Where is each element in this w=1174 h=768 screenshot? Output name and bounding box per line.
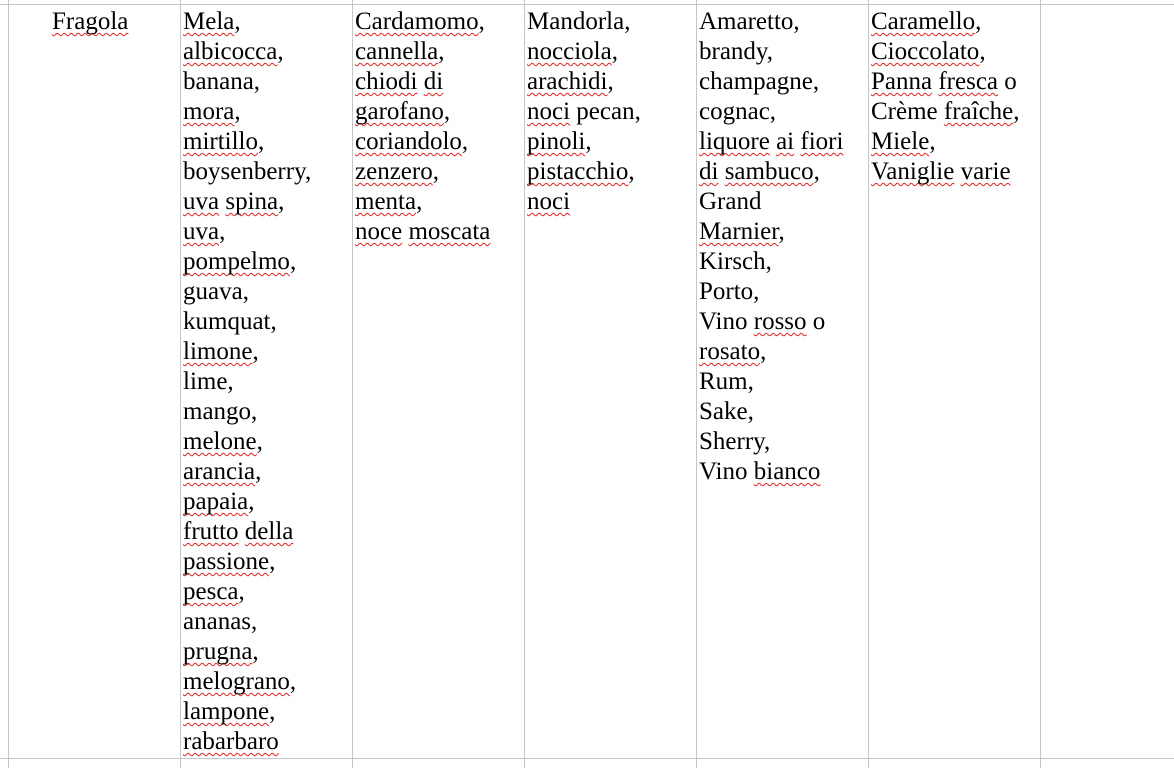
- cell-line: [871, 127, 1038, 157]
- misspelled-word: fiori: [800, 128, 844, 155]
- text-segment: ,: [416, 188, 423, 215]
- text-segment: Kirsch,: [699, 248, 772, 275]
- misspelled-word: zenzero: [355, 158, 433, 185]
- text-segment: cognac,: [699, 98, 777, 125]
- cell-line: [183, 67, 350, 97]
- text-segment: ,: [269, 548, 276, 575]
- text-segment: Vino: [699, 308, 754, 335]
- cell-line: [527, 67, 694, 97]
- text-segment: o: [998, 68, 1017, 95]
- cell-frutta-secca[interactable]: [524, 7, 696, 757]
- text-segment: ,: [585, 128, 592, 155]
- misspelled-word: liquore: [699, 128, 770, 155]
- misspelled-word: noci: [527, 188, 571, 215]
- misspelled-word: Cardamomo: [355, 8, 479, 35]
- text-segment: ,: [248, 488, 255, 515]
- cell-line: [183, 277, 350, 307]
- misspelled-word: rosso: [753, 308, 807, 335]
- misspelled-word: melone: [183, 428, 257, 455]
- text-segment: banana,: [183, 68, 261, 95]
- cell-line: [183, 427, 350, 457]
- text-segment: lime,: [183, 368, 234, 395]
- misspelled-word: pinoli: [527, 128, 586, 155]
- cell-line: [699, 187, 866, 217]
- cell-line: [699, 127, 866, 157]
- misspelled-word: noci: [527, 98, 571, 125]
- misspelled-word: Panna: [871, 68, 933, 95]
- misspelled-word: coriandolo: [355, 128, 462, 155]
- misspelled-word: moscata: [408, 218, 491, 245]
- misspelled-word: noce: [355, 218, 403, 245]
- misspelled-word: Marnier: [699, 218, 779, 245]
- grid-line: [0, 758, 1174, 759]
- cell-line: [527, 7, 694, 37]
- text-segment: Porto,: [699, 278, 760, 305]
- cell-line: [183, 337, 350, 367]
- cell-line: [871, 37, 1038, 67]
- text-segment: Crème: [871, 98, 938, 125]
- cell-line: [183, 487, 350, 517]
- text-segment: ,: [255, 458, 262, 485]
- misspelled-word: rosato: [699, 338, 761, 365]
- cell-line: [699, 307, 866, 337]
- cell-line: [699, 397, 866, 427]
- cell-line: [699, 337, 866, 367]
- cell-line: [699, 97, 866, 127]
- misspelled-word: Cioccolato: [871, 38, 980, 65]
- misspelled-word: pesca: [183, 578, 239, 605]
- text-segment: ,: [478, 8, 485, 35]
- text-segment: ,: [813, 158, 820, 185]
- misspelled-word: fraîche: [943, 98, 1014, 125]
- cell-line: [183, 127, 350, 157]
- cell-line: [183, 307, 350, 337]
- misspelled-word: cannella: [355, 38, 439, 65]
- cell-line: [699, 67, 866, 97]
- text-segment: ,: [607, 68, 614, 95]
- cell-line: [183, 187, 350, 217]
- cell-line: [355, 67, 522, 97]
- cell-line: [183, 217, 350, 247]
- cell-line: [527, 97, 694, 127]
- misspelled-word: Mela: [183, 8, 235, 35]
- misspelled-word: arachidi: [527, 68, 608, 95]
- text-segment: ,: [1013, 98, 1020, 125]
- text-segment: ,: [461, 128, 469, 155]
- cell-line: [699, 217, 866, 247]
- cell-line: [871, 7, 1038, 37]
- cell-line: [183, 367, 350, 397]
- text-segment: guava,: [183, 278, 249, 305]
- misspelled-word: Fragola: [52, 8, 129, 35]
- text-segment: ,: [611, 38, 618, 65]
- cell-spezie[interactable]: [352, 7, 524, 757]
- text-segment: ,: [258, 128, 265, 155]
- misspelled-word: Miele: [871, 128, 930, 155]
- cell-empty[interactable]: [1040, 7, 1174, 757]
- text-segment: ,: [760, 338, 767, 365]
- text-segment: brandy,: [699, 38, 774, 65]
- cell-line: [183, 547, 350, 577]
- text-segment: ,: [234, 8, 241, 35]
- cell-line: [699, 247, 866, 277]
- misspelled-word: passione: [183, 548, 270, 575]
- cell-line: [699, 37, 866, 67]
- text-segment: ,: [252, 338, 259, 365]
- text-segment: champagne,: [699, 68, 820, 95]
- text-segment: ,: [289, 668, 297, 695]
- cell-line: [355, 97, 522, 127]
- text-segment: ,: [438, 38, 445, 65]
- misspelled-word: arancia: [183, 458, 256, 485]
- cell-liquori[interactable]: [696, 7, 868, 757]
- text-segment: ,: [234, 98, 241, 125]
- misspelled-word: spina: [225, 188, 279, 215]
- cell-line: [699, 457, 866, 487]
- text-segment: ,: [929, 128, 936, 155]
- cell-line: [355, 217, 522, 247]
- cell-line: [183, 727, 350, 757]
- misspelled-word: mirtillo: [183, 128, 258, 155]
- text-segment: ,: [269, 698, 276, 725]
- misspelled-word: Caramello: [871, 8, 976, 35]
- cell-line: [355, 187, 522, 217]
- cell-line: [699, 277, 866, 307]
- misspelled-word: limone: [183, 338, 253, 365]
- cell-text: [868, 7, 1040, 187]
- grid-line: [0, 4, 1174, 5]
- cell-line: [871, 157, 1038, 187]
- misspelled-word: albicocca: [183, 38, 278, 65]
- cell-line: [527, 37, 694, 67]
- cell-line: [699, 7, 866, 37]
- text-segment: boysenberry,: [183, 158, 312, 185]
- cell-line: [355, 157, 522, 187]
- cell-line: [527, 127, 694, 157]
- misspelled-word: lampone: [183, 698, 270, 725]
- misspelled-word: pompelmo: [183, 248, 290, 275]
- cell-line: [699, 367, 866, 397]
- misspelled-word: melograno: [183, 668, 290, 695]
- cell-line: [183, 397, 350, 427]
- misspelled-word: mora: [183, 98, 235, 125]
- misspelled-word: nocciola: [527, 38, 612, 65]
- misspelled-word: della: [244, 518, 294, 545]
- text-segment: ,: [975, 8, 982, 35]
- cell-line: [871, 97, 1038, 127]
- cell-text: [8, 7, 180, 37]
- text-segment: Vino: [699, 458, 754, 485]
- text-segment: Grand: [699, 188, 762, 215]
- misspelled-word: di: [699, 158, 719, 185]
- cell-line: [183, 457, 350, 487]
- cell-line: [183, 157, 350, 187]
- misspelled-word: chiodi: [355, 68, 418, 95]
- text-segment: Mandorla,: [527, 8, 631, 35]
- cell-line: [52, 7, 178, 37]
- text-segment: ,: [443, 98, 451, 125]
- misspelled-word: uva: [183, 188, 220, 215]
- text-segment: o: [806, 308, 826, 335]
- misspelled-word: papaia: [183, 488, 249, 515]
- text-segment: ,: [238, 578, 245, 605]
- misspelled-word: ai: [776, 128, 795, 155]
- cell-line: [527, 187, 694, 217]
- cell-line: [699, 157, 866, 187]
- misspelled-word: sambuco: [724, 158, 814, 185]
- cell-line: [183, 517, 350, 547]
- cell-text: [524, 7, 696, 217]
- cell-line: [355, 7, 522, 37]
- cell-line: [871, 67, 1038, 97]
- text-segment: ,: [778, 218, 785, 245]
- cell-line: [183, 667, 350, 697]
- text-segment: Sake,: [699, 398, 754, 425]
- cell-line: [355, 127, 522, 157]
- cell-line: [183, 577, 350, 607]
- text-segment: ,: [979, 38, 986, 65]
- misspelled-word: menta: [355, 188, 417, 215]
- text-segment: ,: [256, 428, 263, 455]
- text-segment: ,: [277, 38, 284, 65]
- cell-line: [183, 37, 350, 67]
- text-segment: mango,: [183, 398, 258, 425]
- text-segment: Amaretto,: [699, 8, 800, 35]
- misspelled-word: prugna: [183, 638, 253, 665]
- cell-line: [183, 247, 350, 277]
- text-segment: ,: [432, 158, 439, 185]
- misspelled-word: fresca: [938, 68, 999, 95]
- text-segment: ,: [628, 158, 635, 185]
- misspelled-word: frutto: [183, 518, 239, 545]
- text-segment: ,: [278, 188, 285, 215]
- cell-altri[interactable]: [868, 7, 1040, 757]
- cell-line: [183, 7, 350, 37]
- cell-frutta[interactable]: [180, 7, 352, 757]
- cell-line: [183, 607, 350, 637]
- cell-line: [183, 97, 350, 127]
- cell-fragola[interactable]: [8, 7, 180, 757]
- misspelled-word: garofano: [355, 98, 444, 125]
- cell-line: [699, 427, 866, 457]
- text-segment: Sherry,: [699, 428, 771, 455]
- text-segment: ,: [289, 248, 297, 275]
- misspelled-word: Vaniglie: [871, 158, 955, 185]
- cell-line: [183, 637, 350, 667]
- cell-line: [183, 697, 350, 727]
- text-segment: Rum,: [699, 368, 754, 395]
- text-segment: ananas,: [183, 608, 258, 635]
- misspelled-word: varie: [960, 158, 1011, 185]
- cell-line: [527, 157, 694, 187]
- text-segment: ,: [219, 218, 226, 245]
- cell-text: [180, 7, 352, 757]
- text-segment: kumquat,: [183, 308, 277, 335]
- misspelled-word: di: [423, 68, 444, 95]
- misspelled-word: pistacchio: [527, 158, 629, 185]
- cell-text: [696, 7, 868, 487]
- misspelled-word: uva: [183, 218, 220, 245]
- text-segment: ,: [252, 638, 259, 665]
- cell-line: [355, 37, 522, 67]
- cell-text: [352, 7, 524, 247]
- text-segment: pecan,: [570, 98, 641, 125]
- misspelled-word: rabarbaro: [183, 728, 279, 755]
- misspelled-word: bianco: [753, 458, 821, 485]
